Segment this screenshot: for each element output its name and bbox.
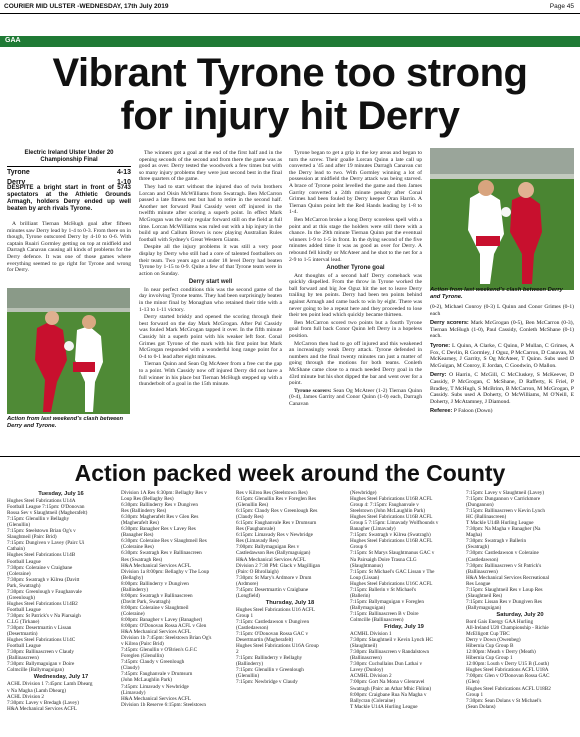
scorers-label: Derry scorers: (430, 320, 469, 327)
fixture-line: Magha) (466, 532, 483, 539)
fixture-line: T Mackle U14B Hurling League (466, 520, 534, 527)
fixture-line: v Na Magha (Lamh Dhearg) (7, 687, 66, 694)
fixture-line: Hughes Steel Fabrications U16B ACFL (350, 538, 433, 545)
fixture-line: Division 1b 7:45pm: Steelstown Brian Og's (121, 635, 212, 642)
paragraph: In near perfect conditions this was the second game of the day involving Tyrone teams. They had been surprisingly beaten in the minor final by Monaghan who retained their title with a 1-13 to 1-11 victory. (139, 286, 282, 313)
fixture-line: (Coleraine Res) (121, 544, 154, 551)
scorers-label: Tyrone scorers: (294, 387, 332, 394)
fixture-line: 7:45pm: Desertmartin v Craigbane (236, 586, 309, 593)
fixture-line: 6:30pm: Ballinderry Res v Dungiven (121, 502, 198, 509)
fixture-line: v Kilrea (Pairc Brid) (121, 641, 164, 648)
photo-1-caption: Action from last weekend's clash between Derry and Tyrone. (7, 416, 124, 429)
column-1-text (7, 221, 131, 275)
fixture-line: (Slaughtneil) (350, 643, 378, 650)
fixture-line: 7:15pm: Ballinascreen B v Doire (350, 610, 419, 617)
fixture-line: 7:15pm: Ballinderry v Bellaghy (236, 655, 303, 662)
fixture-line: 7:30pm: Ballinascreen v Randalstown (350, 649, 430, 656)
fixture-line: Hughes Steel Fabrications U16B ACFL (350, 496, 433, 503)
fixture-line: Banagher (Limavady) (350, 526, 396, 533)
fixture-line: Hibernia Cup Group B (466, 643, 514, 650)
fixture-line: (Newbridge) (350, 490, 377, 496)
fixture-line: (Ballinderry) (121, 586, 149, 593)
fixture-line: (Ballymaguigan) (350, 604, 386, 611)
fixture-line: Hughes Steel Fabrications U16 ACFL (236, 606, 315, 613)
scorers-tyrone (289, 388, 422, 408)
paragraph: Ben McCarron broke a long Derry scoreless spell with a point and at this stage the holders were still there with a chance. In the 29th minute Tiernan Quinn put the eventual winners 1-9 to 1-5 in front. In the dying second of the five minutes added time it was as good as over for Derry. A rebound fell kindly or McAteer and he shot to the net for a 2-9 to 1-5 interval lead. (289, 216, 422, 263)
fixture-line: ACHL Division 2 (7, 693, 44, 700)
section-banner (0, 36, 580, 47)
result-title-line-2: Championship Final (40, 157, 98, 163)
fixture-line: Hughes Steel Fabrications ACFL U18A (466, 667, 549, 674)
team-derry (430, 372, 574, 405)
referee-label: Referee: (430, 408, 453, 415)
fixture-line: (Slaughtneil Res) (466, 592, 503, 599)
fixture-line: Hibernia Cup Group 1 (466, 655, 513, 662)
column-3-text (289, 150, 422, 409)
fixture-line: Hughes Steel Fabrications U16B ACFL (350, 514, 433, 521)
scorers-text: Sean Og McAteer (1-2) Tiernan Quinn (0-4), James Garrity and Conor Quinn (1-0) each, Darragh Canavan (289, 387, 422, 407)
paragraph: Ben McCarron scored two points but a fourth Tyrone goal from full back Conor Quinn left Derry in a hopeless position. (289, 319, 422, 340)
fixture-line: Hughes Steel Fabrications U14A (7, 498, 76, 505)
fixture-line: 7:30pm: Ballinascreen v Claudy (7, 649, 74, 656)
fixture-line: 8:00pm: Ballinderry v Dungiven (121, 580, 189, 587)
fixture-line: (Greenlough) (7, 594, 35, 601)
photo-2-caption: Action from last weekend's clash between Derry and Tyrone. (430, 287, 563, 300)
fixture-line: 7:45pm: Faughanvale v Drumsurn (121, 671, 193, 678)
fixture-line: (Castledawson) (236, 625, 269, 632)
fixture-line: Football League (7, 558, 41, 565)
fixture-line: 2 (236, 649, 239, 656)
fixture-day-heading: Thursday, July 18 (265, 599, 315, 606)
fixture-day-heading: Saturday, July 20 (496, 611, 544, 618)
fixture-line: 7:15pm: Dungiven v Lavey (Pairc Ui (7, 540, 85, 547)
fixture-line: (Glen) (466, 679, 480, 686)
fixture-line: 7:15pm: Lavey v Slaughtneil (Lavey) (466, 490, 545, 496)
subheading: Derry start well (188, 279, 233, 286)
fixture-line: (Ballymaguigan) (466, 604, 502, 611)
headline (0, 52, 580, 138)
fixture-line: 7:15pm: Glenullin v Bellaghy (7, 516, 70, 523)
fixture-line: Colmcille (Ballinascreen) (350, 616, 404, 623)
paragraph: Despite all the injury problems it was still a very poor display by Derry who still had a core of talented footballers on their team. Two years ago at under 18 level Derry had beaten Tyrone by 1-15 to 0-9. Quite a few of that Tyrone team were in action on Sunday. (139, 244, 282, 277)
fixture-line: 7:30pm: Ballinascreen v St Patrick's (466, 562, 542, 569)
fixture-line: 7:30pm: Castledawson v Coleraine (466, 550, 539, 557)
fixture-line: 7:30pm: St Patrick's v Na Piarsaigh (7, 612, 81, 619)
result-box-title (7, 150, 131, 167)
fixture-line: (Banagher Res) (121, 532, 154, 539)
fixture-line: 7:45pm: Limavady v Newbridge (121, 683, 189, 690)
photo-2-image (430, 148, 574, 290)
fixture-line: 6:15pm: Limavady Res v Newbridge (236, 532, 313, 539)
headline-line-2: for injury hit Derry (120, 94, 460, 138)
fixture-line: 7:15pm: Castledawson v Dungiven (236, 618, 310, 625)
fixture-line: 7:15pm: Swatragh v Kilrea (Swatragh) (350, 532, 431, 539)
fixture-line: H&A Mechanical Services Recreational (466, 574, 550, 581)
fixture-line: 7:00pm: Glen v O'Donovan Rossa GAC (466, 673, 550, 680)
fixture-line: McElligott Cup TBC (466, 631, 510, 638)
fixture-line: 7:45pm: Glenullin v O'Brien's G.F.C (121, 647, 198, 654)
fixture-line: 7:15pm: O'Donovan Rossa GAC v (236, 631, 309, 638)
fixture-line: T Mackle U14A Hurling League (350, 703, 418, 710)
top-bar (0, 0, 580, 14)
paragraph: A brilliant Tiernan McHugh goal after fifteen minutes saw Derry lead by 1-4 to 0-3. From there on in though, Tyrone outscored Derry by 4-10 to 0-6. With captain Ruairi Gormley getting on top at midfield and Darragh Canavan causing all kinds of problems for the Derry defence. It was one of those games where everything seemed to go right for Tyrone and wrong for Derry. (7, 221, 131, 274)
fixture-line: Group 6 (350, 544, 368, 551)
fixture-line: 12:00pm: Meath v Derry (Meath) (466, 649, 536, 656)
referee-name: P Faloon (Down) (453, 408, 493, 415)
team-score: 1-10 (116, 179, 131, 186)
fixture-line: Castledawson Res (Ballymaguigan) (236, 550, 311, 557)
fixture-line: Res League (466, 580, 491, 587)
fixture-line: Foreglen (Glenullin) (121, 653, 164, 660)
fixture-line: Cathain) (7, 546, 25, 553)
fixture-line: Football League (7, 606, 41, 613)
fixtures-column (466, 490, 574, 710)
fixture-line: HC (Ballinascreen) (466, 514, 507, 521)
fixture-line: (Ballerin) (350, 592, 371, 599)
fixture-line: 8:00pm: Swatragh v Ballinascreen (121, 592, 193, 599)
fixture-line: Rossa Sev v Slaughtneil (Magherafelt) (7, 510, 88, 517)
match-photo-2 (430, 148, 574, 290)
fixture-line: Res (Limavady Res) (236, 538, 279, 545)
lead-paragraph: DESPITE a bright start in front of 5743 spectators at the Athletic Grounds Armagh, holders Derry ended up well beaten by arch rivals Tyrone. (7, 184, 131, 212)
fixture-line: Hughes Steel Fabrications ACFL U18B2 (466, 685, 551, 692)
fixture-line: (Ballinascreen) (466, 568, 498, 575)
fixture-line: 6:30pm: Magherafelt Res v Glen Res (121, 514, 199, 521)
fixture-line: 7:45pm: Claudy v Greenlough (121, 659, 185, 666)
fixture-line: Ballycran (Coleraine) (350, 697, 396, 704)
fixture-line: H&A Mechanical Services ACFL (7, 705, 77, 712)
fixture-line: 7:30pm: Lavey v Bredagh (Lavey) (7, 699, 80, 706)
fixtures-column (350, 490, 458, 710)
fixture-line: (Castledawson) (466, 556, 499, 563)
fixture-line: ACMHL Division 2 (350, 673, 392, 680)
fixture-line: (Magherafelt Res) (121, 520, 159, 527)
fixture-line: 7:15pm: Ballymaguigan v Foreglen (350, 598, 424, 605)
fixture-line: Football League 7:15pm: O'Donovan (7, 504, 85, 511)
fixture-line: (Ballinderry) (236, 661, 264, 668)
teams-column (430, 304, 574, 418)
fixture-line: ACHL Division 1 7:45pm: Lamh Dhearg (7, 681, 93, 688)
fixture-line: H&A Mechanical Services ACFL (236, 556, 306, 563)
column-2-text (139, 150, 282, 389)
fixture-line: Division 1b Reserve 6:15pm: Steelstown (121, 701, 207, 708)
fixtures-title: Action packed week around the County (74, 460, 506, 486)
fixture-line: (Bellaghy) (121, 574, 144, 581)
subheading: Another Tyrone goal (326, 265, 385, 272)
fixture-line: (Glenullin) (7, 522, 31, 529)
fixture-line: 7:30pm: Swatragh v Ballerin (466, 538, 527, 545)
fixture-line: (Claudy Res) (236, 514, 264, 521)
fixture-line: Steelstown (John McLaughlin Park) (350, 508, 426, 515)
fixture-line: 12:00pm: Louth v Derry U15 B (Louth) (466, 661, 549, 668)
fixture-line: Division 2 7:30 PM: Glack v Magilligan (236, 562, 321, 569)
scorers-text: Mark McGrogan (0-5), Ben McCarron (0-3), Tiernan McHugh (1-0), Paul Cassidy, Conleth McShane (0-1) each. (430, 320, 574, 340)
fixture-line: (Ardmore) (236, 580, 259, 587)
fixture-day-heading: Tuesday, July 16 (38, 491, 84, 497)
paragraph: The winners got a goal at the end of the first half and in the opening seconds of the second and from there the game was as good as over. Derry tested the woodwork a few times but with so many injury problems they were just second best in the final three quarters of the game. (139, 150, 282, 183)
fixture-line: 7:15pm: Ballinascreen v Kevin Lynch (466, 508, 545, 515)
fixture-line: H&A Mechanical Services ACFL (121, 629, 191, 636)
fixture-day-heading: Wednesday, July 17 (33, 674, 89, 681)
fixture-line: Loup (Lissan) (350, 574, 380, 581)
fixture-line: 8:00pm: Coleraine v Slaughtneil (121, 604, 189, 611)
referee (430, 408, 574, 415)
fixture-line: 7:30pm: Ballymaguigan v Doire (7, 661, 75, 668)
fixture-line: Group 1 (236, 612, 254, 619)
fixture-line: H&A Mechanical Services ACFL (121, 695, 191, 702)
fixture-line: 7:15pm: Ballerin v St Michael's (350, 586, 417, 593)
headline-line-1: Vibrant Tyrone too strong (52, 51, 528, 95)
paragraph: Tyrone began to get a grip in the key areas and began to turn the screw. Their goalie Lorcan Quinn a late call up converted a '45 and after 19 minutes Darragh Canavan cut the Derry lead to two. With Gormley winning a lot of possession at midfield the Derry attack was being starved. A brace of Tyrone point levelled the game and then James Garrity converted a 24th minute penalty after Conal Grimes had been fouled by Derry keeper Oran Harrin. A Tiernan Quinn point left the Red Hands leading by 1-8 to 1-4. (289, 150, 422, 216)
fixture-line: Hughes Steel Fabrications U16C ACFL (350, 580, 433, 587)
fixture-line: Res (Faughanvale) (236, 526, 276, 533)
fixture-line: Desertmartin (Magherafelt) (236, 637, 294, 644)
fixture-line: 7:30pm: Greenlough v Faughanvale (7, 588, 82, 595)
fixture-line: (Glenullin Res) (236, 502, 269, 509)
fixture-line: Division 1A Res 6:30pm: Bellaghy Res v (121, 490, 207, 496)
paragraph: Ant thoughts of a second half Derry comeback was quickly dispelled. From the throw in Tyrone worked the ball forward and big Joe Oguz hit the net to leave Derry trailing by ten points. Derry had been ten points behind against Armagh and came back to win by eight. There was never going to be a repeat here and they proceeded to lose their ten point lead which quickly became thirteen. (289, 272, 422, 319)
fixture-line: Division 1a 8:00pm: Bellaghy v The Loup (121, 568, 210, 575)
fixture-line: 7:30pm: Swatragh v Kilrea (Davitt (7, 576, 80, 583)
fixture-line: Hughes Steel Fabrications U14B2 (7, 600, 78, 607)
fixture-line: 7:15pm: St Marys Slaughtmanus GAC v (350, 550, 435, 557)
team-lineup: O Harrin, C McGill, C McCluskey, S McKeever, D Cassidy, P McGrogan, C McShane, D Rafferty, K Friel, P Bradley, T McHugh, S McBrinn, B McCarron, M McGrogan, P Cassidy. Subs used A Doherty, O McWilliams, M O'Neill, E Doherty, J McAtamney, J Diamond. (430, 372, 574, 405)
section-divider (0, 456, 580, 457)
fixtures-column (7, 490, 115, 712)
fixture-line: Group 4: 7:15pm: Faughanvale v (350, 502, 419, 509)
fixture-line: (Dungannon) (466, 502, 494, 509)
team-score: 4-13 (116, 169, 131, 176)
fixture-line: (Limavady) (121, 689, 146, 696)
fixture-line: Na Pairsaigh Doire Trasna CLG (350, 556, 417, 563)
fixture-line: (Sean Dolans) (466, 703, 496, 710)
fixture-day-heading: Friday, July 19 (384, 624, 424, 631)
fixture-line: (John McLaughlin Park) (121, 677, 173, 684)
fixture-line: Loup Res (Bellaghy Res) (121, 496, 174, 503)
fixture-line: 7:00pm: Gort Na Mona v Glenravel (350, 679, 425, 686)
fixture-line: 7:30pm: Sean Dolans v St Michael's (466, 697, 542, 704)
fixture-line: 7:30pm: Na Magha v Banagher (Na (466, 526, 541, 533)
team-name: Tyrone (7, 169, 30, 176)
team-label: Derry: (430, 372, 447, 379)
fixture-line: 7:15pm: Steelstown Brian Og's v (7, 528, 76, 535)
fixture-line: Slaughtneil (Pairc Brid) (7, 534, 57, 541)
fixture-line: 7:30pm: Slaughtneil v Kevin Lynch HC (350, 637, 433, 644)
paragraph: Tiernan Quinn and Sean Og McAteer from a free cut the gap to a point. With Cassidy now off injured Derry did not have a full winner in his place but Tiernan McHugh stepped up with a thunderbolt of a goal in the 15th minute. (139, 361, 282, 388)
team-name: Derry (7, 179, 26, 186)
fixture-line: 6:15pm: Faughanvale Res v Drumsurn (236, 520, 317, 527)
fixture-line: 6:15pm: Glenullin Res v Foreglen Res (236, 496, 316, 503)
fixture-line: Res (Ballinderry Res) (121, 508, 167, 515)
fixture-line: (Slaughtmanus) (350, 562, 383, 569)
fixture-line: Lavey (Dunloy) (350, 667, 384, 674)
fixture-line: Hughes Steel Fabrications U14B (7, 552, 76, 559)
fixture-line: Swatragh (Pairc an Athar Mhic Fhlinn) (350, 685, 432, 692)
fixture-line: 7:15pm: Dungannon v Carrickmore (466, 496, 541, 503)
fixture-line: 7:15pm: Slaughtneil Res v Loup Res (466, 586, 543, 593)
fixture-line: H&A Mechanical Services ACFL (121, 562, 191, 569)
fixture-line: (Claudy) (121, 665, 140, 672)
fixture-line: 7:15pm: Lissan Res v Dungiven Res (466, 598, 542, 605)
fixture-line: 7:30pm: St Mary's Ardmore v Drum (236, 574, 312, 581)
publication-line: COURIER MID ULSTER -WEDNESDAY, 17th July 2019 (4, 3, 169, 10)
fixture-line: All-Ireland U20 Championship - Richie (466, 625, 549, 632)
fixture-line: 7:30pm: Cuchullains Dun Lathai v (350, 661, 423, 668)
fixture-line: 6:30pm: Swatragh Res v Ballinascreen (121, 550, 202, 557)
fixture-line: 6:15pm: Claudy Res v Greenlough Res (236, 508, 318, 515)
fixture-line: (Ballinascreen) (7, 655, 39, 662)
fixture-line: ACMHL Division 1 (350, 631, 392, 638)
fixture-line: (Swatragh) (466, 544, 490, 551)
fixture-line: 6:30pm: Banagher Res v Lavey Res (121, 526, 196, 533)
fixture-line: Group 5 7:15pm: Limavady Wolfhounds v (350, 520, 439, 527)
match-photo-1 (7, 288, 130, 414)
fixture-line: 7:30pm: Desertmartin v Lissan (7, 625, 72, 632)
team-tyrone (430, 343, 574, 369)
page-number: Page 45 (549, 3, 574, 10)
fixture-line: 7:15pm: Glenullin v Greenlough (236, 667, 304, 674)
paragraph: Derry started briskly and opened the scoring through their best forward on the day Mark McGrogan. After Pal Cassidy was fouled Mark McGrogan tapped it over. In the fifth minute Cassidy hit a superb point with his weaker left foot. Conal Grimes got Tyrone of the mark with his first point but Mark McGrogan responded with a wonderful long range point for a 0-4 to 0-1 lead after eight minutes. (139, 314, 282, 360)
paragraph: They had to start without the injured duo of twin brothers Lorcan and Oisin McWilliams from Swatragh. Ben McCarron passed a late fitness test but had to retire in the second half. Another net forward Paul Cassidy went off injured in the twelfth minute after scoring a superb point. In effect Mark McGrogan was the only regular forward still on the field at full time. Lorcan McWilliams was ruled out with a hip injury in the build up and Callum Brown is now playing Australian Rules football with Sydney's Great Western Giants. (139, 183, 282, 243)
fixture-line: Colmcille (Ballymaguigan) (7, 667, 64, 674)
section-label: GAA (5, 37, 21, 44)
fixture-line: Res v Kilrea Res (Steelstown Res) (236, 490, 308, 496)
fixture-line: Football League (7, 643, 41, 650)
fixture-line: 8:00pm: Craigbane Rua Na Magha v (350, 691, 427, 698)
fixture-line: 6:30pm: Coleraine Res v Slaughtneil Res (121, 538, 207, 545)
fixture-line: (Coleraine) (7, 570, 31, 577)
fixture-line: Hughes Steel Fabrications U16A Group (236, 643, 319, 650)
fixture-line: Park, Swatragh) (7, 582, 41, 589)
result-line-tyrone (7, 169, 131, 177)
fixtures-column (121, 490, 229, 708)
fixture-line: 7:00pm: Ballymaguigan Res v (236, 544, 300, 551)
team-label: Tyrone: (430, 342, 451, 349)
fixture-line: Bord Gais Energy GAA Hurling (466, 618, 534, 625)
team-lineup: L Quinn, A Clarke, C Quinn, P Mullan, C Grimes, A Fox, C Devlin, R Gormley, J Oguz, P McCarron, D Canavan, M McKearney, J Garrity, S Og McAteer, T Quinn. Subs used D McGuigan, M Conroy, E Jordan, C Goodwin, O Mallon. (430, 342, 574, 369)
result-box (7, 150, 131, 187)
fixture-line: (Longfield) (236, 592, 260, 599)
fixture-line: Group 1 (466, 691, 484, 698)
fixture-line: (Glenullin) (236, 673, 260, 680)
photo-1-image (7, 288, 130, 414)
fixture-line: C.LG (Tirkane) (7, 618, 40, 625)
scorers-derry (430, 320, 574, 340)
paragraph: McCarron then had to go off injured and this weakened an increasingly weak Derry attack. Tyrone defended in numbers and the final twenty minutes ran just a matter of going through the motions for both teams. Conleth McShane came close to a much needed Derry goal in the 43rd minute but his shot dipped the bar and went over for a point. (289, 340, 422, 387)
fixture-line: Hughes Steel Fabrications U14C (7, 637, 76, 644)
fixture-line: (Desertmartin) (7, 631, 38, 638)
fixture-line: (Coleraine) (121, 610, 145, 617)
fixture-line: Derry v Down (Owenbeg) (466, 637, 521, 644)
fixture-line: 8:00pm: Banagher v Lavey (Banagher) (121, 616, 203, 623)
fixture-line: 7:15pm: St Michael's GAC Lissan v The (350, 568, 435, 575)
fixture-line: (Davitt Park, Swatragh) (121, 598, 171, 605)
fixture-line: 8:00pm: O'Donovan Rossa ACFL v Glen (121, 623, 207, 630)
scorers-tyrone-continued: (0-2), Michael Conroy (0-3) L Quinn and Conor Grimes (0-1) each (430, 304, 574, 317)
fixture-line: (Ballinascreen) (350, 655, 382, 662)
fixture-line: (Pairc O Bhrollaigh) (236, 568, 279, 575)
fixture-line: 7:30pm: Coleraine v Craigbane (7, 564, 73, 571)
result-title-line-1: Electric Ireland Ulster Under 20 (24, 150, 114, 156)
fixtures-column (236, 490, 344, 686)
fixture-line: 7:15pm: Newbridge v Claudy (236, 679, 298, 686)
fixture-line: Res (Swatragh Res) (121, 556, 163, 563)
